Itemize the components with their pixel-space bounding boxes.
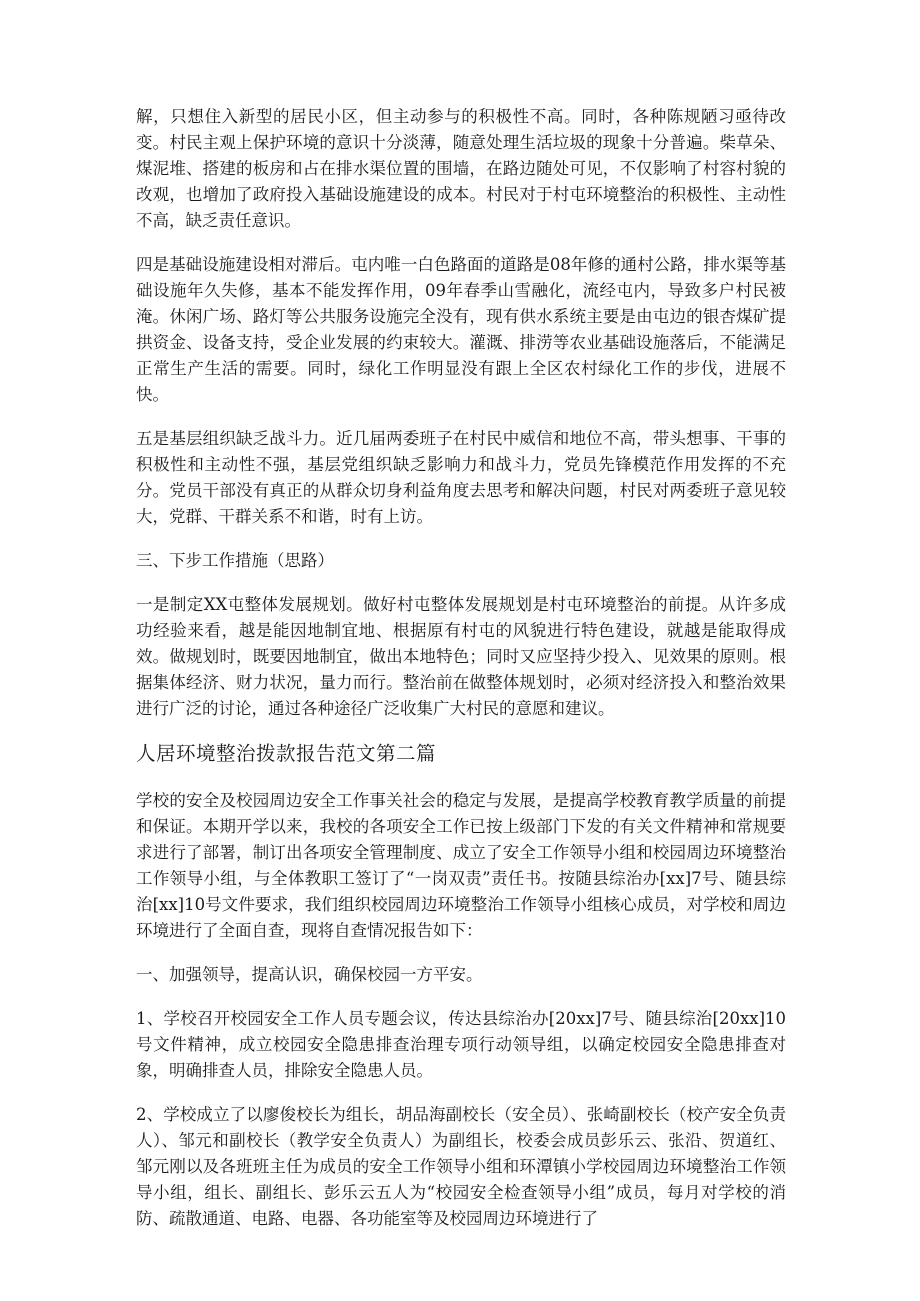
- paragraph-intro: 学校的安全及校园周边安全工作事关社会的稳定与发展，是提高学校教育教学质量的前提和保证。本期开学以来，我校的各项安全工作已按上级部门下发的有关文件精神和常规要求进行了部署，制订出各项安全管理制度、成立了安全工作领导小组和校园周边环境整治工作领导小组，与全体教职工签订了“一岗双责”责任书。按随县综治办[xx]7号、随县综治[xx]10号文件要求，我们组织校园周边环境整治工作领导小组核心成员，对学校和周边环境进行了全面自查，现将自查情况报告如下：: [136, 791, 786, 940]
- paragraph-item-2: 2、学校成立了以廖俊校长为组长，胡品海副校长（安全员）、张崎副校长（校产安全负责人）、邹元和副校长（教学安全负责人）为副组长，校委会成员彭乐云、张沿、贺道红、邹元刚以及各班班主任为成员的安全工作领导小组和环潭镇小学校园周边环境整治工作领导小组，组长、副组长、彭乐云五人为“校园安全检查领导小组”成员，每月对学校的消防、疏散通道、电路、电器、各功能室等及校园周边环境进行了: [136, 1105, 786, 1228]
- document-page: [136, 104, 786, 1250]
- paragraph-grassroots: 五是基层组织缺乏战斗力。近几届两委班子在村民中威信和地位不高，带头想事、干事的积极性和主动性不强，基层党组织缺乏影响力和战斗力，党员先锋模范作用发挥的不充分。党员干部没有真正的从群众切身利益角度去思考和解决问题，村民对两委班子意见较大，党群、干群关系不和谐，时有上访。: [136, 429, 786, 526]
- paragraph-continuation: 解，只想住入新型的居民小区，但主动参与的积极性不高。同时，各种陈规陋习亟待改变。村民主观上保护环境的意识十分淡薄，随意处理生活垃圾的现象十分普遍。柴草朵、煤泥堆、搭建的板房和占在排水渠位置的围墙，在路边随处可见，不仅影响了村容村貌的改观，也增加了政府投入基础设施建设的成本。村民对于村屯环境整治的积极性、主动性不高，缺乏责任意识。: [136, 107, 786, 230]
- section-heading-leadership: 一、加强领导，提高认识，确保校园一方平安。: [136, 965, 483, 984]
- section-heading-next-steps: 三、下步工作措施（思路）: [136, 551, 334, 570]
- paragraph-development-plan: 一是制定XX屯整体发展规划。做好村屯整体发展规划是村屯环境整治的前提。从许多成功经验来看，越是能因地制宜地、根据原有村屯的风貌进行特色建设，就越是能取得成效。做规划时，既要因地制宜，做出本地特色；同时又应坚持少投入、见效果的原则。根据集体经济、财力状况，量力而行。整治前在做整体规划时，必须对经济投入和整治效果进行广泛的讨论，通过各种途径广泛收集广大村民的意愿和建议。: [136, 595, 786, 718]
- paragraph-item-1: 1、学校召开校园安全工作人员专题会议，传达县综治办[20xx]7号、随县综治[20xx]10号文件精神，成立校园安全隐患排查治理专项行动领导组，以确定校园安全隐患排查对象，明确排查人员，排除安全隐患人员。: [136, 1009, 786, 1080]
- paragraph-infrastructure: 四是基础设施建设相对滞后。屯内唯一白色路面的道路是08年修的通村公路，排水渠等基础设施年久失修，基本不能发挥作用，09年春季山雪融化，流经屯内，导致多户村民被淹。休闲广场、路灯等公共服务设施完全没有，现有供水系统主要是由屯边的银杏煤矿提拱资金、设备支持，受企业发展的约束较大。灌溉、排涝等农业基础设施落后，不能满足正常生产生活的需要。同时，绿化工作明显没有跟上全区农村绿化工作的步伐，进展不快。: [136, 255, 786, 404]
- article-title: 人居环境整治拨款报告范文第二篇: [136, 742, 437, 765]
